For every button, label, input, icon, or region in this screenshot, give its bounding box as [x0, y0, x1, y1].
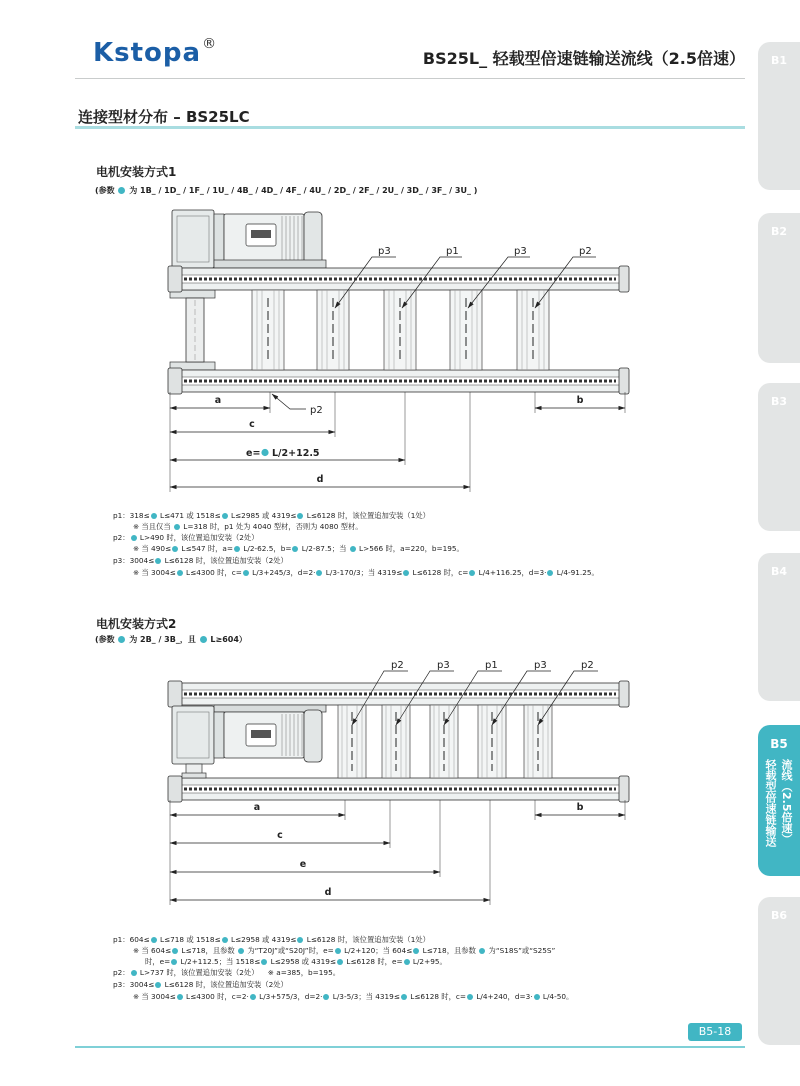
top-rail [168, 681, 629, 707]
note-p3 [113, 980, 288, 990]
note-text: L/3-170/3；当 4319≤ [323, 568, 403, 577]
param-dot-icon [172, 546, 178, 552]
param-dot-icon [151, 513, 157, 519]
param-dot-icon [337, 959, 343, 965]
param-dot-icon [404, 959, 410, 965]
note-text: (参数 [95, 635, 118, 644]
dimension-label: d [324, 887, 332, 898]
note-text: L≤4300 时，c= [183, 568, 242, 577]
param-dot-icon [118, 636, 125, 643]
note-text: L≥604） [207, 635, 247, 644]
mount2-title: 电机安装方式2 [96, 617, 177, 631]
note-text: ※ 当 604≤ [133, 946, 172, 955]
note-p2 [113, 968, 340, 978]
dimension-b [535, 802, 625, 815]
connecting-profile [517, 290, 549, 370]
tab-b2[interactable] [758, 213, 800, 363]
note-text: L/2-62.5，b= [241, 544, 292, 553]
note-text: ※ 当 3004≤ [133, 568, 176, 577]
note-p3-detail [133, 992, 573, 1002]
param-dot-icon [131, 535, 137, 541]
note-text: L>566 时，a=220，b=195。 [356, 544, 464, 553]
note-text: L/4-91.25。 [554, 568, 599, 577]
tab-label: B4 [770, 565, 788, 578]
note-text: ※ 当 3004≤ [133, 992, 176, 1001]
dimension-label: b [576, 802, 584, 813]
note-text: 为“S18S”或“S25S” [486, 946, 556, 955]
param-dot-icon [177, 994, 183, 1000]
param-dot-icon [401, 994, 407, 1000]
note-text: L/4+240，d=3· [474, 992, 533, 1001]
param-dot-icon [261, 449, 268, 456]
note-p3-detail [133, 568, 599, 578]
tab-b6[interactable] [758, 897, 800, 1045]
bottom-rail [168, 368, 629, 394]
top-rail [168, 266, 629, 292]
connecting-profile [317, 290, 349, 370]
param-dot-icon [467, 994, 473, 1000]
param-dot-icon [234, 546, 240, 552]
param-dot-icon [297, 937, 303, 943]
connecting-profile [338, 705, 366, 778]
note-text: L/2+120；当 604≤ [341, 946, 413, 955]
note-p2-detail [133, 544, 464, 554]
note-text: 为 1B_ / 1D_ / 1F_ / 1U_ / 4B_ / 4D_ / 4F_ / 4U_ / 2D_ / 2F_ / 2U_ / 3D_ / 3F_ / 3U_ ) [126, 186, 478, 195]
param-dot-icon [413, 948, 419, 954]
tab-b1[interactable] [758, 42, 800, 190]
tab-label: B5 [770, 737, 788, 751]
brand-logo [93, 38, 217, 68]
note-text: L/4+116.25，d=3· [476, 568, 547, 577]
param-dot-icon [350, 546, 356, 552]
note-text: p3：3004≤ [113, 556, 155, 565]
note-p1-detail [133, 946, 555, 956]
param-dot-icon [250, 994, 256, 1000]
dimension-d [170, 887, 490, 900]
note-text: L≤718，且参数 [179, 946, 238, 955]
note-text: (参数 [95, 186, 118, 195]
note-text: L/4-50。 [540, 992, 574, 1001]
page-title: BS25L_ 轻载型倍速链输送流线（2.5倍速） [422, 49, 745, 68]
mount1-diagram [0, 200, 758, 500]
dimension-c [170, 830, 390, 843]
mount1-title: 电机安装方式1 [96, 165, 177, 179]
tab-b3[interactable] [758, 383, 800, 531]
callout-label: p3 [534, 660, 547, 671]
note-text: ※ 当且仅当 [133, 522, 173, 531]
drive-motor [172, 210, 326, 268]
mount2-diagram [0, 650, 758, 912]
note-text: L≤6128 时，该位置追加安装（2处） [162, 980, 288, 989]
param-dot-icon [547, 570, 553, 576]
note-text: p1：318≤ [113, 511, 150, 520]
note-text: L≤547 时，a= [179, 544, 234, 553]
section-underline [75, 126, 745, 129]
connecting-profile [524, 705, 552, 778]
connecting-profile [382, 705, 410, 778]
note-text: p1：604≤ [113, 935, 150, 944]
footer-divider [75, 1046, 745, 1048]
param-dot-icon [335, 948, 341, 954]
tab-b5[interactable] [758, 725, 800, 876]
dimension-a [170, 802, 345, 815]
note-p1-detail [133, 522, 363, 532]
mount2-params [95, 634, 247, 645]
param-dot-icon [155, 558, 161, 564]
connecting-profile [252, 290, 284, 370]
note-p1 [113, 511, 430, 521]
param-dot-icon [222, 937, 228, 943]
dimension-formula: L/2+12.5 [272, 448, 320, 459]
note-text: L/2+95。 [410, 957, 447, 966]
note-text: 为 2B_ / 3B_，且 [126, 635, 199, 644]
note-text: L≤2958 或 4319≤ [228, 935, 297, 944]
logo-text: Kstopa [93, 38, 202, 68]
param-dot-icon [222, 513, 228, 519]
tab-label: B2 [770, 225, 788, 238]
param-dot-icon [238, 948, 244, 954]
param-dot-icon [131, 970, 137, 976]
note-text: L=318 时，p1 处为 4040 型材，否则为 4080 型材。 [180, 522, 363, 531]
callout-label: p1 [485, 660, 498, 671]
note-text: L/3+575/3，d=2· [256, 992, 323, 1001]
note-text: L≤6128 时，c= [410, 568, 469, 577]
note-text: p3：3004≤ [113, 980, 155, 989]
dimension-label: c [277, 830, 283, 841]
param-dot-icon [171, 959, 177, 965]
callout-label: p2 [581, 660, 594, 671]
param-dot-icon [155, 982, 161, 988]
note-text: L/3+245/3，d=2· [249, 568, 316, 577]
callout-label: p3 [378, 246, 391, 257]
param-dot-icon [118, 187, 125, 194]
tab-label: B3 [770, 395, 788, 408]
extension-lines [170, 800, 625, 905]
note-text: 为“T20J”或“S20J”时，e= [245, 946, 334, 955]
param-dot-icon [297, 513, 303, 519]
note-text: L≤4300 时，c=2· [183, 992, 249, 1001]
dimension-a [170, 395, 270, 408]
connecting-profile [478, 705, 506, 778]
param-dot-icon [479, 948, 485, 954]
callout-label: p2 [391, 660, 404, 671]
dimension-label: d [316, 474, 324, 485]
note-text: L≤471 或 1518≤ [157, 511, 221, 520]
callout-p2-lower [272, 394, 323, 416]
param-dot-icon [316, 570, 322, 576]
note-text: L>490 时，该位置追加安装（2处） [137, 533, 259, 542]
param-dot-icon [469, 570, 475, 576]
param-dot-icon [174, 524, 180, 530]
dimension-label: a [214, 395, 222, 406]
dimension-label: b [576, 395, 584, 406]
note-text: L≤6128 时，该位置追加安装（1处） [304, 935, 430, 944]
param-dot-icon [534, 994, 540, 1000]
note-text: L/3-5/3；当 4319≤ [330, 992, 400, 1001]
tab-b4[interactable] [758, 553, 800, 701]
dimension-e [170, 859, 440, 872]
note-text: L≤6128 时，该位置追加安装（1处） [304, 511, 430, 520]
note-text: L≤6128 时，c= [407, 992, 467, 1001]
note-p1 [113, 935, 430, 945]
drive-motor [172, 705, 326, 778]
dimension-label: a [253, 802, 261, 813]
connecting-profile [430, 705, 458, 778]
note-text: p2： [113, 533, 130, 542]
callout-label: p1 [446, 246, 459, 257]
param-dot-icon [172, 948, 178, 954]
tab-subtitle [762, 759, 794, 847]
callout-label: p3 [437, 660, 450, 671]
dimension-label: e= [246, 448, 261, 459]
callout-label: p3 [514, 246, 527, 257]
bottom-rail [168, 776, 629, 802]
note-text: p2： [113, 968, 130, 977]
param-dot-icon [261, 959, 267, 965]
registered-mark: ® [202, 36, 218, 52]
note-text: L≤2958 或 4319≤ [268, 957, 336, 966]
param-dot-icon [200, 636, 207, 643]
note-p2 [113, 533, 259, 543]
support-leg [170, 290, 215, 370]
dimension-label: c [249, 419, 255, 430]
param-dot-icon [292, 546, 298, 552]
connecting-profile [450, 290, 482, 370]
dimension-b [535, 395, 625, 408]
note-text: L≤718 或 1518≤ [157, 935, 221, 944]
note-text: L/2-87.5；当 [299, 544, 349, 553]
param-dot-icon [323, 994, 329, 1000]
section-title: 连接型材分布 – BS25LC [78, 108, 250, 126]
param-dot-icon [403, 570, 409, 576]
note-text: L/2+112.5；当 1518≤ [178, 957, 261, 966]
note-text: L≤6128 时，该位置追加安装（2处） [162, 556, 288, 565]
tab-subtitle-line: 流线（2.5倍速） [780, 759, 793, 845]
note-p1-detail-cont [145, 957, 447, 967]
callout-label: p2 [310, 405, 323, 416]
note-text: ※ 当 490≤ [133, 544, 172, 553]
callout-label: p2 [579, 246, 592, 257]
dimension-e [170, 448, 405, 460]
page-number: B5-18 [688, 1023, 742, 1041]
note-text: L≤718，且参数 [420, 946, 479, 955]
note-p3 [113, 556, 288, 566]
param-dot-icon [243, 570, 249, 576]
extension-lines [170, 392, 625, 492]
param-dot-icon [151, 937, 157, 943]
header-divider [75, 78, 745, 79]
note-text: 时，e= [145, 957, 171, 966]
note-text: L>737 时，该位置追加安装（2处） ※ a=385，b=195。 [137, 968, 341, 977]
dimension-label: e [299, 859, 307, 870]
note-text: L≤2985 或 4319≤ [228, 511, 297, 520]
dimension-d [170, 474, 470, 487]
connecting-profile [384, 290, 416, 370]
param-dot-icon [177, 570, 183, 576]
tab-subtitle-line: 轻载型倍速链输送 [764, 759, 777, 847]
mount1-params [95, 185, 477, 196]
note-text: L≤6128 时，e= [344, 957, 403, 966]
tab-label: B1 [770, 54, 788, 67]
tab-label: B6 [770, 909, 788, 922]
dimension-c [170, 419, 335, 432]
